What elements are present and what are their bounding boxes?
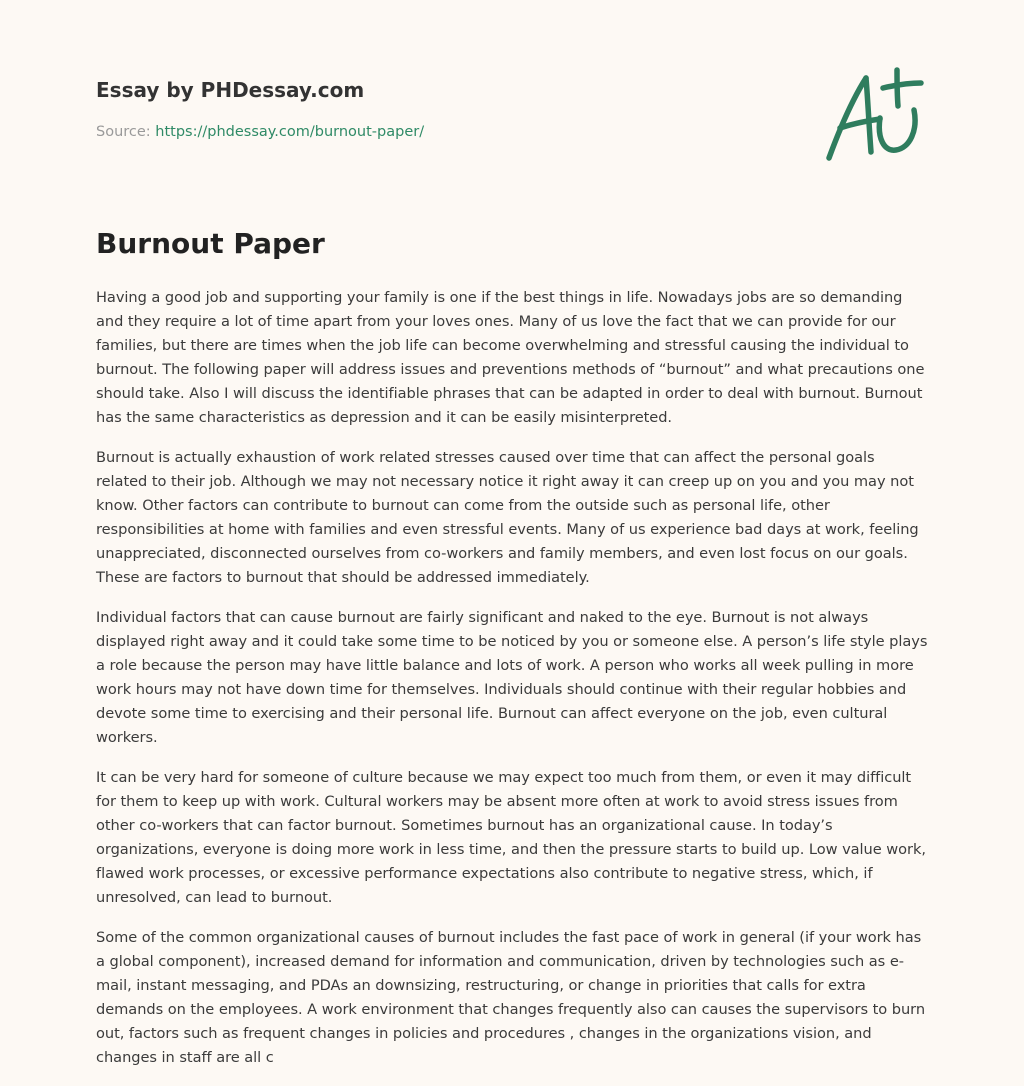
essay-header: [96, 76, 796, 142]
essay-paragraph: Burnout is actually exhaustion of work related stresses caused over time that can affect the personal goals related to their job. Although we may not necessary notice it right away it can creep up on you and you may not know. Other factors can contribute to burnout can come from the outside such as personal life, other responsibilities at home with families and even stressful events. Many of us experience bad days at work, feeling unappreciated, disconnected ourselves from co-workers and family members, and even lost focus on our goals. These are factors to burnout that should be addressed immediately.: [96, 449, 919, 586]
essay-paragraph: Some of the common organizational causes of burnout includes the fast pace of work in general (if your work has a global component), increased demand for information and communication, driven by technologies such as e-mail, instant messaging, and PDAs an downsizing, restructuring, or change in priorities that calls for extra demands on the employees. A work environment that changes frequently also can causes the supervisors to burn out, factors such as frequent changes in policies and procedures , changes in the organizations vision, and changes in staff are all c: [96, 929, 926, 1066]
site-brand: Essay by PHDessay.com: [96, 78, 365, 102]
essay-title: Burnout Paper: [96, 227, 325, 260]
a-plus-grade-icon: [822, 66, 928, 166]
source-label: Source:: [96, 124, 151, 140]
essay-paragraph: It can be very hard for someone of culture because we may expect too much from them, or even it may difficult for them to keep up with work. Cultural workers may be absent more often at work to avoid stress issues from other co-workers that can factor burnout. Sometimes burnout has an organizational cause. In today’s organizations, everyone is doing more work in less time, and then the pressure starts to build up. Low value work, flawed work processes, or excessive performance expectations also contribute to negative stress, which, if unresolved, can lead to burnout.: [96, 769, 926, 906]
source-link[interactable]: https://phdessay.com/burnout-paper/: [155, 124, 425, 140]
essay-body: [96, 286, 928, 1086]
essay-paragraph: Individual factors that can cause burnout are fairly significant and naked to the eye. Burnout is not always displayed right away and it could take some time to be noticed by you or someone else. A person’s life style plays a role because the person may have little balance and lots of work. A person who works all week pulling in more work hours may not have down time for themselves. Individuals should continue with their regular hobbies and devote some time to exercising and their personal life. Burnout can affect everyone on the job, even cultural workers.: [96, 609, 928, 746]
source-line: [96, 122, 796, 142]
essay-paragraph: Having a good job and supporting your family is one if the best things in life. Nowadays jobs are so demanding and they require a lot of time apart from your loves ones. Many of us love the fact that we can provide for our families, but there are times when the job life can become overwhelming and stressful causing the individual to burnout. The following paper will address issues and preventions methods of “burnout” and what precautions one should take. Also I will discuss the identifiable phrases that can be adapted in order to deal with burnout. Burnout has the same characteristics as depression and it can be easily misinterpreted.: [96, 289, 925, 426]
